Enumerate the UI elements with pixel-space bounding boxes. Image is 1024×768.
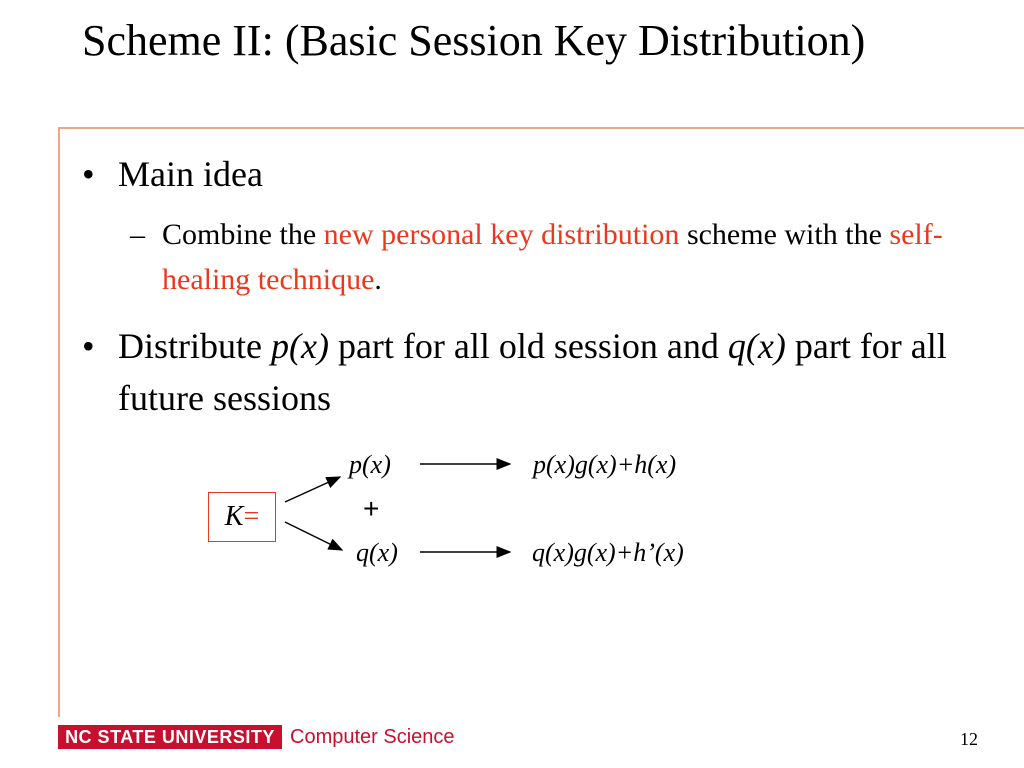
label-px: p(x): [349, 450, 391, 479]
slide-title: Scheme II: (Basic Session Key Distribution): [82, 16, 866, 65]
bullet-text: [118, 320, 998, 424]
left-margin-rule: [58, 127, 60, 717]
branch-arrow-top: [285, 477, 340, 502]
key-equals: =: [243, 501, 260, 532]
bullet-marker: •: [82, 326, 95, 366]
text-segment: Combine the: [162, 218, 324, 251]
bullet-marker: •: [82, 154, 95, 194]
highlight-personal-key: new personal key distribution: [323, 218, 680, 251]
label-qx: q(x): [356, 538, 398, 567]
label-qx-result: q(x)g(x)+h’(x): [532, 538, 684, 567]
highlight-self-healing: self-healing technique: [162, 218, 943, 296]
text-segment: part for all future sessions: [118, 326, 947, 418]
text-segment: Distribute: [118, 326, 271, 366]
department-name: Computer Science: [290, 726, 455, 748]
text-segment: part for all old session and: [328, 326, 728, 366]
bullet-text: Main idea: [118, 154, 263, 194]
bullet-distribute: [82, 320, 1002, 430]
text-segment: scheme with the: [679, 218, 890, 251]
expr-px: p(x): [270, 326, 329, 366]
title-divider: [58, 127, 1024, 129]
plus-sign: +: [363, 493, 380, 524]
bullet-main-idea: [82, 148, 982, 200]
text-segment: .: [374, 263, 382, 296]
expr-qx: q(x): [727, 326, 786, 366]
sub-bullet-marker: –: [130, 218, 145, 251]
ncsu-logo: NC STATE UNIVERSITY: [58, 725, 282, 749]
sub-bullet-text: [162, 212, 988, 302]
branch-arrow-bottom: [285, 522, 342, 550]
label-px-result: p(x)g(x)+h(x): [533, 450, 677, 479]
page-number: 12: [960, 729, 978, 749]
key-symbol: K: [224, 501, 244, 532]
key-box: [208, 492, 276, 542]
